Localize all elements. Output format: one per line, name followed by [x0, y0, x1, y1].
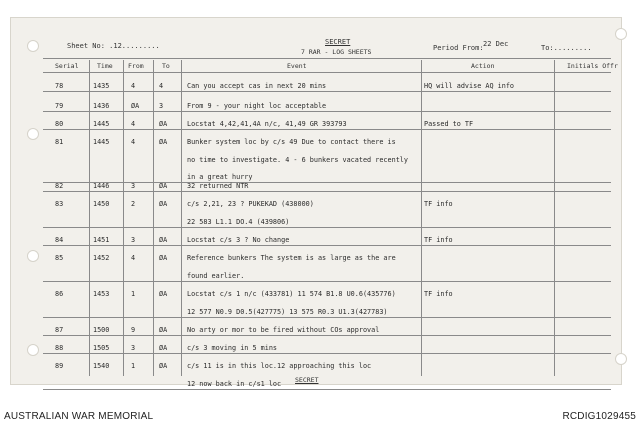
time-cell: 1453: [93, 290, 110, 298]
event-cell: Locstat 4,42,41,4A n/c, 41,49 GR 393793: [187, 120, 347, 128]
event-cell: c/s 3 moving in 5 mins: [187, 344, 278, 352]
to-cell: ØA: [159, 362, 168, 370]
event-cell: Bunker system loc by c/s 49 Due to contact there is: [187, 138, 396, 146]
event-cell: 32 returned NTR: [187, 182, 249, 190]
header-rule: [43, 72, 611, 73]
from-cell: 3: [131, 236, 136, 244]
from-cell: 3: [131, 182, 136, 190]
from-cell: 4: [131, 254, 136, 262]
archive-id: RCDIG1029455: [562, 411, 636, 422]
to-cell: 3: [159, 102, 164, 110]
action-cell: TF info: [424, 236, 453, 244]
column-divider: [421, 60, 422, 376]
action-cell: TF info: [424, 200, 453, 208]
serial-cell: 82: [55, 182, 64, 190]
footer-stamp: SECRET: [295, 376, 319, 384]
from-cell: ØA: [131, 102, 140, 110]
event-cell: 12 577 N0.9 D0.5(427775) 13 575 R0.3 U1.3(427783): [187, 307, 388, 316]
from-cell: 2: [131, 200, 136, 208]
column-header-from: From: [128, 62, 144, 70]
event-cell: No arty or mor to be fired without COs approval: [187, 326, 380, 334]
period-value: 22 Dec: [483, 40, 509, 48]
to-cell: ØA: [159, 236, 168, 244]
row-rule: [43, 281, 611, 282]
row-rule: [43, 353, 611, 354]
serial-cell: 84: [55, 236, 64, 244]
event-cell: 12 now back in c/s1 loc: [187, 379, 282, 388]
column-divider: [89, 60, 90, 376]
serial-cell: 87: [55, 326, 64, 334]
punch-hole: [615, 353, 627, 365]
sheet-number: Sheet No: .12.........: [67, 42, 160, 50]
row-rule: [43, 182, 611, 183]
serial-cell: 78: [55, 82, 64, 90]
row-rule: [43, 245, 611, 246]
to-cell: ØA: [159, 344, 168, 352]
time-cell: 1436: [93, 102, 110, 110]
from-cell: 4: [131, 138, 136, 146]
to-cell: ØA: [159, 326, 168, 334]
period-label: Period From:: [433, 44, 484, 52]
log-sheet: [10, 17, 622, 388]
event-cell: From 9 - your night loc acceptable: [187, 102, 327, 110]
punch-hole: [27, 344, 39, 356]
to-cell: 4: [159, 82, 164, 90]
time-cell: 1445: [93, 138, 110, 146]
action-cell: TF info: [424, 290, 453, 298]
action-cell: HQ will advise AQ info: [424, 82, 515, 90]
column-divider: [123, 60, 124, 376]
time-cell: 1500: [93, 326, 110, 334]
event-cell: Locstat c/s 1 n/c (433781) 11 574 B1.8 U0.6(435776): [187, 290, 396, 298]
row-rule: [43, 317, 611, 318]
from-cell: 4: [131, 120, 136, 128]
time-cell: 1445: [93, 120, 110, 128]
serial-cell: 83: [55, 200, 64, 208]
event-cell: no time to investigate. 4 - 6 bunkers vacated recently: [187, 155, 408, 164]
time-cell: 1452: [93, 254, 110, 262]
to-cell: ØA: [159, 182, 168, 190]
serial-cell: 86: [55, 290, 64, 298]
event-cell: 22 583 L1.1 DO.4 (439806): [187, 217, 290, 226]
time-cell: 1540: [93, 362, 110, 370]
time-cell: 1451: [93, 236, 110, 244]
event-cell: Locstat c/s 3 ? No change: [187, 236, 290, 244]
row-rule: [43, 191, 611, 192]
punch-hole: [27, 128, 39, 140]
column-header-event: Event: [287, 62, 307, 70]
row-rule: [43, 227, 611, 228]
time-cell: 1435: [93, 82, 110, 90]
column-header-initials: Initials Offr: [567, 62, 618, 70]
table-top-rule: [43, 58, 611, 59]
serial-cell: 85: [55, 254, 64, 262]
column-header-serial: Serial: [55, 62, 79, 70]
time-cell: 1446: [93, 182, 110, 190]
event-cell: in a great hurry: [187, 173, 253, 181]
to-cell: ØA: [159, 120, 168, 128]
action-cell: Passed to TF: [424, 120, 474, 128]
serial-cell: 80: [55, 120, 64, 128]
period-to: To:.........: [541, 44, 592, 52]
row-rule: [43, 91, 611, 92]
to-cell: ØA: [159, 254, 168, 262]
column-divider: [554, 60, 555, 376]
serial-cell: 79: [55, 102, 64, 110]
column-header-time: Time: [97, 62, 113, 70]
time-cell: 1450: [93, 200, 110, 208]
from-cell: 3: [131, 344, 136, 352]
to-cell: ØA: [159, 138, 168, 146]
classification-stamp: SECRET: [325, 38, 351, 46]
from-cell: 4: [131, 82, 136, 90]
from-cell: 9: [131, 326, 136, 334]
time-cell: 1505: [93, 344, 110, 352]
row-rule: [43, 389, 611, 390]
serial-cell: 88: [55, 344, 64, 352]
row-rule: [43, 111, 611, 112]
event-cell: Reference bunkers The system is as large as the are: [187, 254, 396, 262]
event-cell: c/s 2,21, 23 ? PUKEKAD (438000): [187, 200, 314, 208]
column-header-action: Action: [471, 62, 495, 70]
to-cell: ØA: [159, 290, 168, 298]
unit-title: 7 RAR - LOG SHEETS: [301, 48, 372, 56]
column-divider: [181, 60, 182, 376]
archive-credit: AUSTRALIAN WAR MEMORIAL: [4, 411, 154, 422]
punch-hole: [27, 250, 39, 262]
from-cell: 1: [131, 290, 136, 298]
column-divider: [153, 60, 154, 376]
column-header-to: To: [162, 62, 170, 70]
serial-cell: 89: [55, 362, 64, 370]
serial-cell: 81: [55, 138, 64, 146]
event-cell: c/s 11 is in this loc.12 approaching this loc: [187, 362, 372, 370]
event-cell: found earlier.: [187, 271, 245, 280]
event-cell: Can you accept cas in next 20 mins: [187, 82, 327, 90]
row-rule: [43, 129, 611, 130]
from-cell: 1: [131, 362, 136, 370]
punch-hole: [615, 28, 627, 40]
to-cell: ØA: [159, 200, 168, 208]
punch-hole: [27, 40, 39, 52]
row-rule: [43, 335, 611, 336]
